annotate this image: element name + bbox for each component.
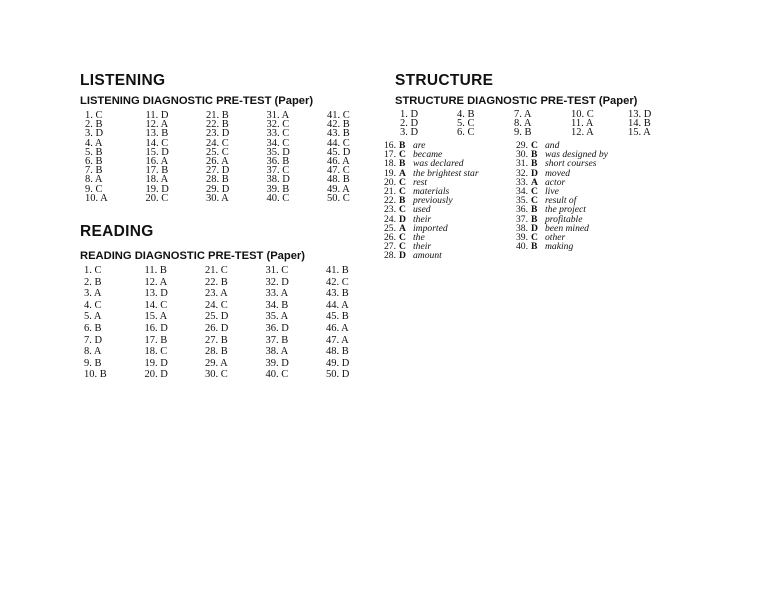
reading-answer: 8. A: [84, 346, 102, 358]
listening-answer: 12. A: [145, 119, 169, 131]
listening-answer: 35. D: [266, 146, 290, 158]
reading-answer: 30. C: [205, 369, 228, 381]
structure-written-num: 25.: [384, 222, 396, 234]
listening-answer: 14. C: [145, 137, 169, 149]
structure-written-word: their: [413, 213, 432, 225]
listening-answer: 29. D: [206, 183, 230, 195]
structure-written-letter: C: [399, 176, 406, 188]
structure-written-word: profitable: [545, 213, 583, 225]
structure-answer: 15. A: [628, 127, 651, 139]
listening-answer: 24. C: [206, 137, 229, 149]
reading-answer: 47. A: [326, 334, 349, 346]
structure-written-word: moved: [545, 167, 571, 179]
listening-answer: 37. C: [266, 165, 290, 177]
structure-written-num: 35.: [516, 195, 528, 207]
structure-written-num: 37.: [516, 213, 528, 225]
listening-answer: 17. B: [145, 165, 169, 177]
reading-answer: 21. C: [205, 265, 228, 276]
structure-written-answer: [374, 251, 442, 260]
reading-answer: 23. A: [205, 288, 228, 300]
structure-answer: 13. D: [628, 109, 652, 120]
structure-written-word: materials: [413, 186, 450, 197]
reading-answer: 9. B: [84, 357, 102, 369]
structure-written-word: live: [545, 186, 559, 197]
reading-answer: 7. D: [84, 334, 103, 346]
structure-written-word: result of: [545, 195, 577, 207]
listening-answer: 38. D: [266, 174, 290, 186]
listening-heading: LISTENING: [80, 72, 166, 89]
structure-written-num: 18.: [384, 158, 396, 170]
structure-written-letter: C: [399, 149, 406, 161]
structure-written-num: 36.: [516, 204, 528, 216]
reading-heading: READING: [80, 223, 154, 240]
listening-answer: 49. A: [327, 183, 350, 195]
reading-answer: 35. A: [265, 311, 289, 323]
listening-answer: 2. B: [85, 119, 103, 131]
structure-written-num: 20.: [384, 176, 396, 188]
structure-written-num: 29.: [516, 140, 528, 151]
structure-answer: 12. A: [571, 127, 594, 139]
reading-answer: 25. D: [205, 311, 229, 323]
listening-answer: 16. A: [145, 156, 169, 167]
reading-answer: 32. D: [265, 276, 289, 288]
structure-written-num: 17.: [384, 149, 396, 161]
structure-answer: 14. B: [628, 118, 651, 130]
reading-answer: 14. C: [144, 299, 168, 311]
listening-answer: 13. B: [145, 128, 169, 140]
reading-answer: 40. C: [265, 369, 289, 381]
listening-answer: 4. A: [85, 137, 103, 149]
structure-written-num: 27.: [384, 241, 396, 253]
structure-written-num: 38.: [516, 222, 528, 234]
structure-written-num: 33.: [516, 176, 528, 188]
listening-answer: 10. A: [85, 192, 108, 204]
reading-answer: 29. A: [205, 357, 228, 369]
structure-written-answer: [506, 242, 573, 251]
listening-answer: 3. D: [85, 128, 104, 140]
structure-written-word: was declared: [413, 158, 464, 170]
reading-answer: 36. D: [265, 323, 289, 334]
structure-written-num: 19.: [384, 167, 396, 179]
reading-answer: 16. D: [144, 323, 168, 334]
reading-answer: 46. A: [326, 323, 349, 334]
structure-written-word: became: [413, 149, 443, 161]
structure-written-letter: C: [531, 232, 538, 243]
listening-answer: 7. B: [85, 165, 103, 177]
structure-written-letter: B: [399, 140, 406, 151]
structure-written-word: their: [413, 241, 432, 253]
structure-written-num: 30.: [516, 149, 528, 161]
structure-written-letter: C: [399, 186, 406, 197]
listening-answer: 15. D: [145, 146, 169, 158]
structure-written-word: and: [545, 140, 560, 151]
structure-written-letter: C: [399, 204, 406, 216]
reading-answer: 49. D: [326, 357, 350, 369]
structure-answer: 8. A: [514, 118, 532, 130]
listening-answer: 46. A: [327, 156, 350, 167]
structure-written-word: previously: [413, 195, 453, 207]
reading-answer: 37. B: [265, 334, 289, 346]
structure-written-word: was designed by: [545, 149, 608, 161]
structure-answer: 10. C: [571, 109, 594, 120]
listening-answer: 50. C: [327, 192, 350, 204]
structure-written-word: actor: [545, 176, 566, 188]
structure-answer: 2. D: [400, 118, 419, 130]
reading-answer: 18. C: [144, 346, 168, 358]
reading-answer: 1. C: [84, 265, 102, 276]
listening-answer: 44. C: [327, 137, 350, 149]
structure-written-word: rest: [413, 176, 428, 188]
structure-written-letter: B: [531, 204, 538, 216]
structure-written-num: 28.: [384, 250, 396, 262]
reading-answer: 11. B: [144, 265, 167, 276]
reading-answer: 20. D: [144, 369, 168, 381]
reading-answer: 44. A: [326, 299, 349, 311]
structure-written-word: short courses: [545, 158, 597, 170]
structure-written-letter: A: [399, 167, 406, 179]
structure-written-word: are: [413, 140, 426, 151]
reading-answer: 24. C: [205, 299, 228, 311]
structure-answer: 9. B: [514, 127, 532, 139]
listening-answer: 5. B: [85, 146, 103, 158]
listening-answer: 25. C: [206, 146, 229, 158]
reading-answer: 3. A: [84, 288, 102, 300]
reading-answer: 42. C: [326, 276, 349, 288]
listening-answer: 47. C: [327, 165, 350, 177]
structure-written-word: the project: [545, 204, 586, 216]
reading-answer: 48. B: [326, 346, 349, 358]
listening-answer: 43. B: [327, 128, 350, 140]
structure-written-letter: C: [531, 186, 538, 197]
reading-answer: 38. A: [265, 346, 289, 358]
reading-answer: 39. D: [265, 357, 289, 369]
reading-answer: 6. B: [84, 323, 102, 334]
structure-written-letter: D: [531, 167, 538, 179]
reading-answer: 19. D: [144, 357, 168, 369]
structure-answer: 7. A: [514, 109, 532, 120]
listening-answer: 11. D: [145, 110, 169, 121]
reading-answer: 12. A: [144, 276, 168, 288]
reading-subheading: READING DIAGNOSTIC PRE-TEST (Paper): [80, 250, 306, 262]
reading-answer: 15. A: [144, 311, 168, 323]
listening-answer: 36. B: [266, 156, 290, 167]
reading-answer: 4. C: [84, 299, 102, 311]
structure-written-num: 26.: [384, 232, 396, 243]
reading-answer: 43. B: [326, 288, 349, 300]
reading-answer: 10. B: [84, 369, 107, 381]
structure-written-letter: B: [399, 158, 406, 170]
structure-written-letter: B: [531, 213, 538, 225]
structure-written-num: 24.: [384, 213, 396, 225]
listening-subheading: LISTENING DIAGNOSTIC PRE-TEST (Paper): [80, 95, 314, 107]
listening-answer: 28. B: [206, 174, 229, 186]
listening-answer: 1. C: [85, 110, 103, 121]
structure-written-letter: D: [399, 250, 406, 262]
listening-answer: 19. D: [145, 183, 169, 195]
structure-written-letter: A: [531, 176, 538, 188]
reading-answer: 41. B: [326, 265, 349, 276]
listening-answer: 34. C: [266, 137, 290, 149]
listening-answer: 32. C: [266, 119, 290, 131]
listening-answer: 8. A: [85, 174, 103, 186]
structure-written-word: making: [545, 241, 574, 253]
reading-answer: 34. B: [265, 299, 289, 311]
listening-answer: 41. C: [327, 110, 350, 121]
listening-answer: 48. B: [327, 174, 350, 186]
structure-answer: 1. D: [400, 109, 419, 120]
structure-written-num: 23.: [384, 204, 396, 216]
reading-answer: 13. D: [144, 288, 168, 300]
structure-answer: 11. A: [571, 118, 594, 130]
structure-written-word: the: [413, 232, 425, 243]
structure-written-word: amount: [413, 250, 442, 262]
structure-written-num: 16.: [384, 140, 396, 151]
structure-written-letter: B: [531, 149, 538, 161]
reading-answer: 50. D: [326, 369, 350, 381]
reading-answer: 33. A: [265, 288, 289, 300]
structure-written-num: 21.: [384, 186, 396, 197]
listening-answer: 23. D: [206, 128, 230, 140]
reading-answer: 31. C: [265, 265, 289, 276]
listening-answer: 6. B: [85, 156, 103, 167]
listening-answer: 40. C: [266, 192, 290, 204]
listening-answer: 9. C: [85, 183, 103, 195]
reading-answer: 2. B: [84, 276, 102, 288]
listening-answer: 22. B: [206, 119, 229, 131]
structure-written-letter: C: [399, 241, 406, 253]
listening-answer: 26. A: [206, 156, 229, 167]
reading-answer: 45. B: [326, 311, 349, 323]
structure-written-letter: C: [531, 140, 538, 151]
structure-written-word: other: [545, 232, 566, 243]
listening-answer: 31. A: [266, 110, 290, 121]
structure-written-letter: D: [399, 213, 406, 225]
reading-answer: 27. B: [205, 334, 228, 346]
reading-answer: 28. B: [205, 346, 228, 358]
structure-subheading: STRUCTURE DIAGNOSTIC PRE-TEST (Paper): [395, 95, 638, 107]
reading-answer: 26. D: [205, 323, 229, 334]
structure-answer: 4. B: [457, 109, 475, 120]
listening-answer: 27. D: [206, 165, 230, 177]
listening-answer: 18. A: [145, 174, 169, 186]
listening-answer: 42. B: [327, 119, 350, 131]
structure-written-num: 32.: [516, 167, 528, 179]
listening-answer: 30. A: [206, 192, 229, 204]
structure-written-word: been mined: [545, 222, 589, 234]
structure-written-letter: D: [531, 222, 538, 234]
structure-written-num: 22.: [384, 195, 396, 207]
structure-written-letter: B: [531, 241, 538, 253]
structure-heading: STRUCTURE: [395, 72, 494, 89]
structure-answer: 6. C: [457, 127, 475, 139]
structure-written-word: used: [413, 204, 431, 216]
structure-written-letter: B: [531, 158, 538, 170]
listening-answer: 45. D: [327, 146, 351, 158]
reading-answer: 5. A: [84, 311, 102, 323]
structure-written-letter: C: [399, 232, 406, 243]
structure-answer: 5. C: [457, 118, 475, 130]
structure-written-word: the brightest star: [413, 167, 479, 179]
reading-answer: 22. B: [205, 276, 228, 288]
structure-written-letter: A: [399, 222, 406, 234]
structure-written-letter: C: [531, 195, 538, 207]
listening-answer: 39. B: [266, 183, 290, 195]
structure-written-num: 39.: [516, 232, 528, 243]
structure-written-letter: B: [399, 195, 406, 207]
reading-answer: 17. B: [144, 334, 168, 346]
structure-written-num: 31.: [516, 158, 528, 170]
structure-answer: 3. D: [400, 127, 419, 139]
listening-answer: 21. B: [206, 110, 229, 121]
structure-written-num: 40.: [516, 241, 528, 253]
listening-answer: 20. C: [145, 192, 169, 204]
structure-written-num: 34.: [516, 186, 528, 197]
structure-written-word: imported: [413, 222, 448, 234]
listening-answer: 33. C: [266, 128, 290, 140]
